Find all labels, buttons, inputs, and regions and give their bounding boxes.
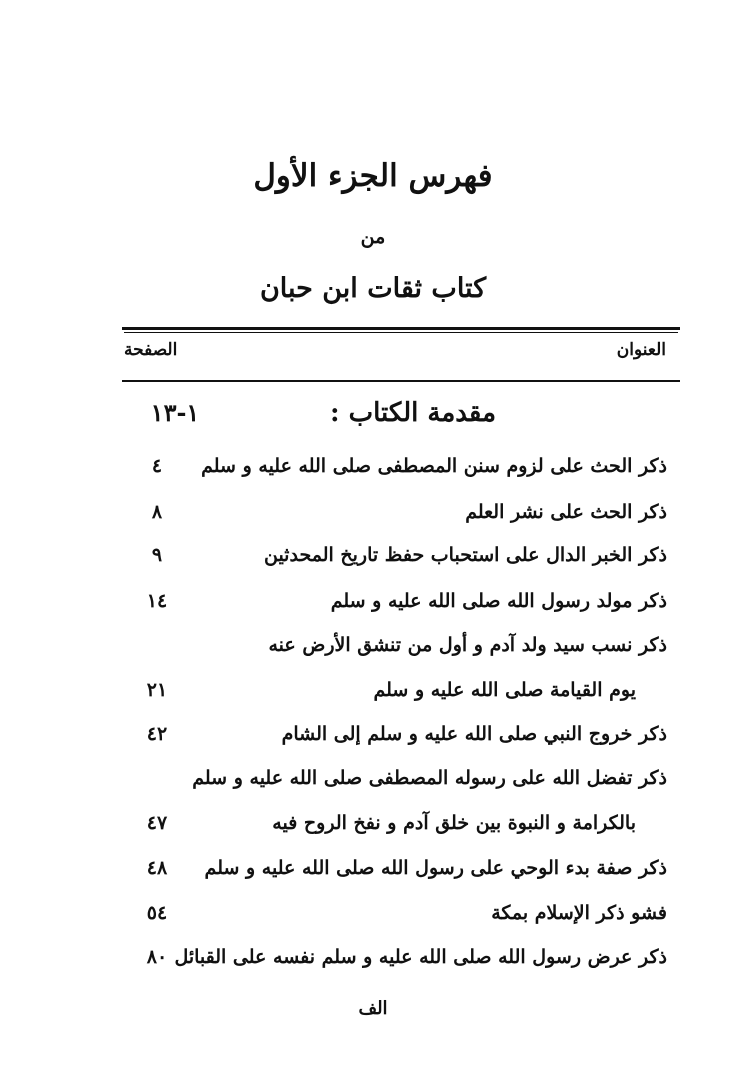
page-number-footer: الف: [358, 998, 388, 1019]
toc-row: [0, 946, 746, 986]
toc-row: [0, 857, 746, 897]
toc-entry-heading: مقدمة الكتاب :: [329, 398, 496, 428]
toc-page-number: ٥٤: [146, 902, 168, 924]
toc-row: [0, 902, 746, 942]
toc-page-number: ٤٨: [146, 857, 168, 879]
toc-row: [0, 634, 746, 674]
toc-entry-continuation: بالكرامة و النبوة بين خلق آدم و نفخ الروح فيه: [272, 812, 636, 834]
header-bottom-rule: [122, 380, 680, 382]
toc-entry: فشو ذكر الإسلام بمكة: [491, 902, 667, 924]
column-header-title: العنوان: [616, 340, 666, 360]
toc-row: [0, 544, 746, 584]
top-rule: [122, 327, 680, 330]
toc-entry: ذكر نسب سيد ولد آدم و أول من تنشق الأرض عنه: [268, 634, 667, 656]
toc-entry: ذكر صفة بدء الوحي على رسول الله صلى الله عليه و سلم: [204, 857, 667, 879]
column-header-page: الصفحة: [124, 340, 178, 360]
toc-page-number: ٩: [151, 544, 163, 566]
toc-entry: ذكر خروج النبي صلى الله عليه و سلم إلى الشام: [281, 723, 667, 745]
toc-entry-continuation: يوم القيامة صلى الله عليه و سلم: [373, 679, 636, 701]
toc-page-number: ١٤: [146, 590, 168, 612]
toc-row: [0, 455, 746, 495]
toc-page-number: ٨: [151, 501, 163, 523]
book-title: كتاب ثقات ابن حبان: [259, 273, 487, 304]
toc-entry: ذكر مولد رسول الله صلى الله عليه و سلم: [330, 590, 667, 612]
toc-row: [0, 398, 746, 438]
toc-page-number: ١-١٣: [150, 398, 200, 427]
toc-entry: ذكر الحث على لزوم سنن المصطفى صلى الله عليه و سلم: [201, 455, 667, 477]
toc-row: [0, 723, 746, 763]
toc-page-number: ٤: [151, 455, 163, 477]
toc-entry: ذكر عرض رسول الله صلى الله عليه و سلم نفسه على القبائل: [174, 946, 667, 968]
toc-row: [0, 590, 746, 630]
toc-entry: ذكر تفضل الله على رسوله المصطفى صلى الله عليه و سلم: [192, 767, 667, 789]
toc-page-number: ٨٠: [146, 946, 168, 968]
toc-entry: ذكر الحث على نشر العلم: [465, 501, 667, 523]
toc-row: [0, 767, 746, 807]
toc-page-number: ٢١: [146, 679, 168, 701]
top-rule-thin: [124, 332, 678, 333]
title-connector: من: [360, 226, 386, 248]
toc-row: [0, 501, 746, 541]
page-title: فهرس الجزء الأول: [253, 158, 493, 194]
toc-page-number: ٤٢: [146, 723, 168, 745]
toc-page-number: ٤٧: [146, 812, 168, 834]
toc-row: [0, 812, 746, 852]
toc-row: [0, 679, 746, 719]
toc-entry: ذكر الخبر الدال على استحباب حفظ تاريخ المحدثين: [263, 544, 667, 566]
